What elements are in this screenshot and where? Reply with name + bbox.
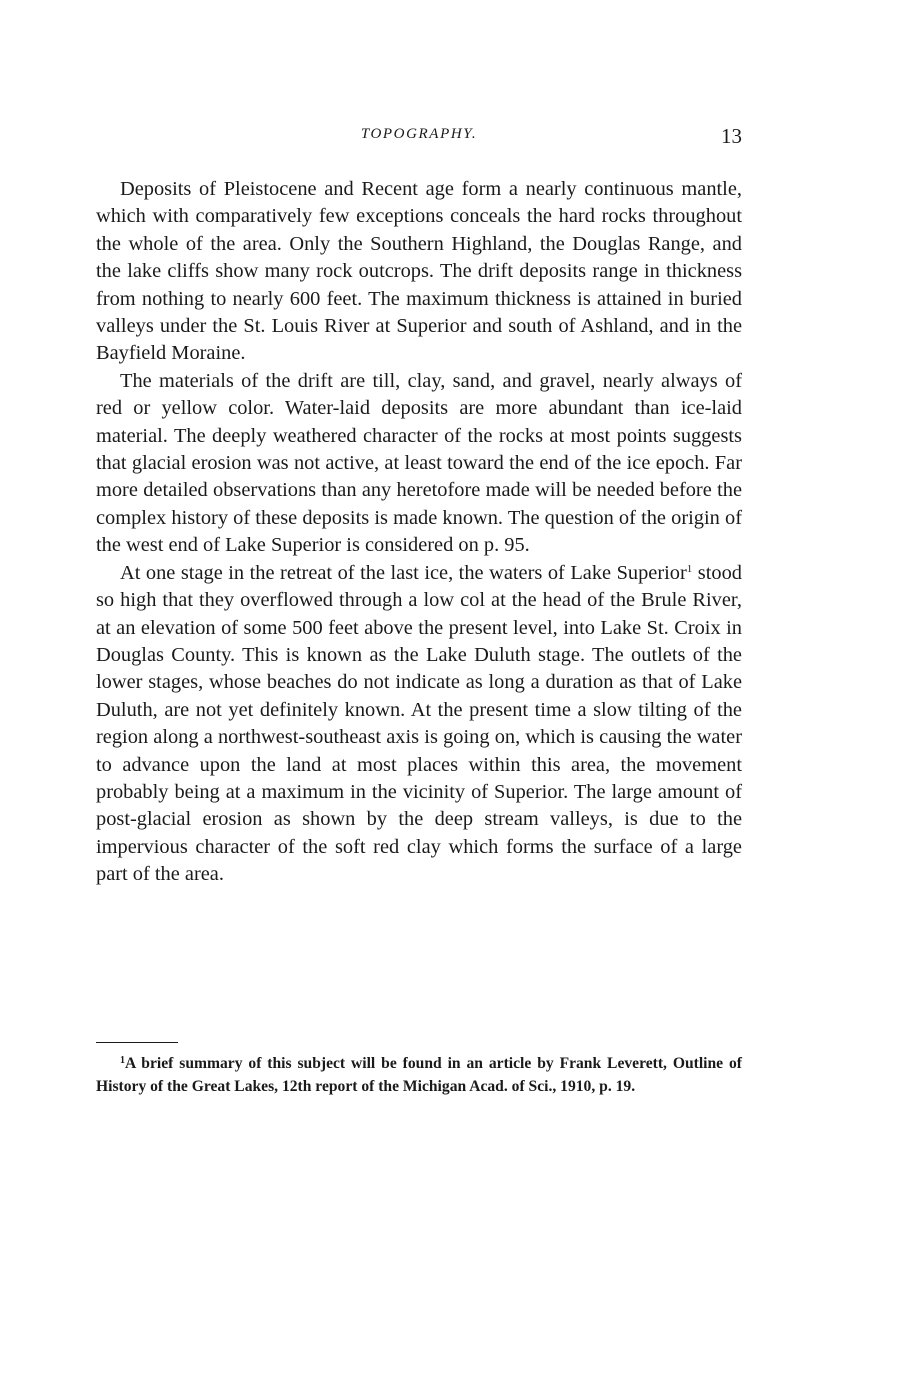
running-head xyxy=(96,126,742,150)
paragraph-lake-duluth-part-2: stood so high that they overflowed through a low col at the head of the Brule River, at an elevation of some 500 feet above the present level, into Lake St. Croix in Douglas County. This is known as the Lake Duluth stage. The outlets of the lower stages, whose beaches do not indicate as long a duration as that of Lake Duluth, are not yet definitely known. At the present time a slow tilting of the region along a northwest-southeast axis is going on, which is causing the water to advance upon the land at most places within this area, the movement probably being at a maximum in the vicinity of Superior. The large amount of post-glacial erosion as shown by the deep stream valleys, is due to the impervious character of the soft red clay which forms the surface of a large part of the area. xyxy=(96,561,742,886)
running-title: TOPOGRAPHY. xyxy=(360,126,478,142)
page-number: 13 xyxy=(721,124,742,148)
paragraph-drift-deposits: Deposits of Pleistocene and Recent age form a nearly continuous mantle, which with comparatively few exceptions conceals the hard rocks throughout the whole of the area. Only the Southern Highland, the Douglas Range, and the lake cliffs show many rock outcrops. The drift deposits range in thickness from nothing to nearly 600 feet. The maximum thickness is attained in buried valleys under the St. Louis River at Superior and south of Ashland, and in the Bayfield Moraine. xyxy=(96,178,742,365)
footnote-rule xyxy=(96,1042,178,1043)
body-text xyxy=(96,176,742,889)
footnote-marker: 1 xyxy=(120,1055,125,1066)
footnote-reference: 1 xyxy=(686,562,693,575)
paragraph-lake-duluth-part-1: At one stage in the retreat of the last ice, the waters of Lake Superior xyxy=(120,561,687,584)
paragraph-lake-duluth xyxy=(96,560,742,889)
footnote xyxy=(96,1053,742,1098)
paragraph-drift-materials: The materials of the drift are till, clay, sand, and gravel, nearly always of red or yellow color. Water-laid deposits are more abundant than ice-laid material. The deeply weathered character of the rocks at most points suggests that glacial erosion was not active, at least toward the end of the ice epoch. Far more detailed observations than any heretofore made will be needed before the complex history of these deposits is made known. The question of the origin of the west end of Lake Superior is considered on p. 95. xyxy=(96,369,742,557)
footnote-text: A brief summary of this subject will be found in an article by Frank Leverett, Outline of History of the Great Lakes, 12th report of the Michigan Acad. of Sci., 1910, p. 19. xyxy=(96,1055,742,1095)
